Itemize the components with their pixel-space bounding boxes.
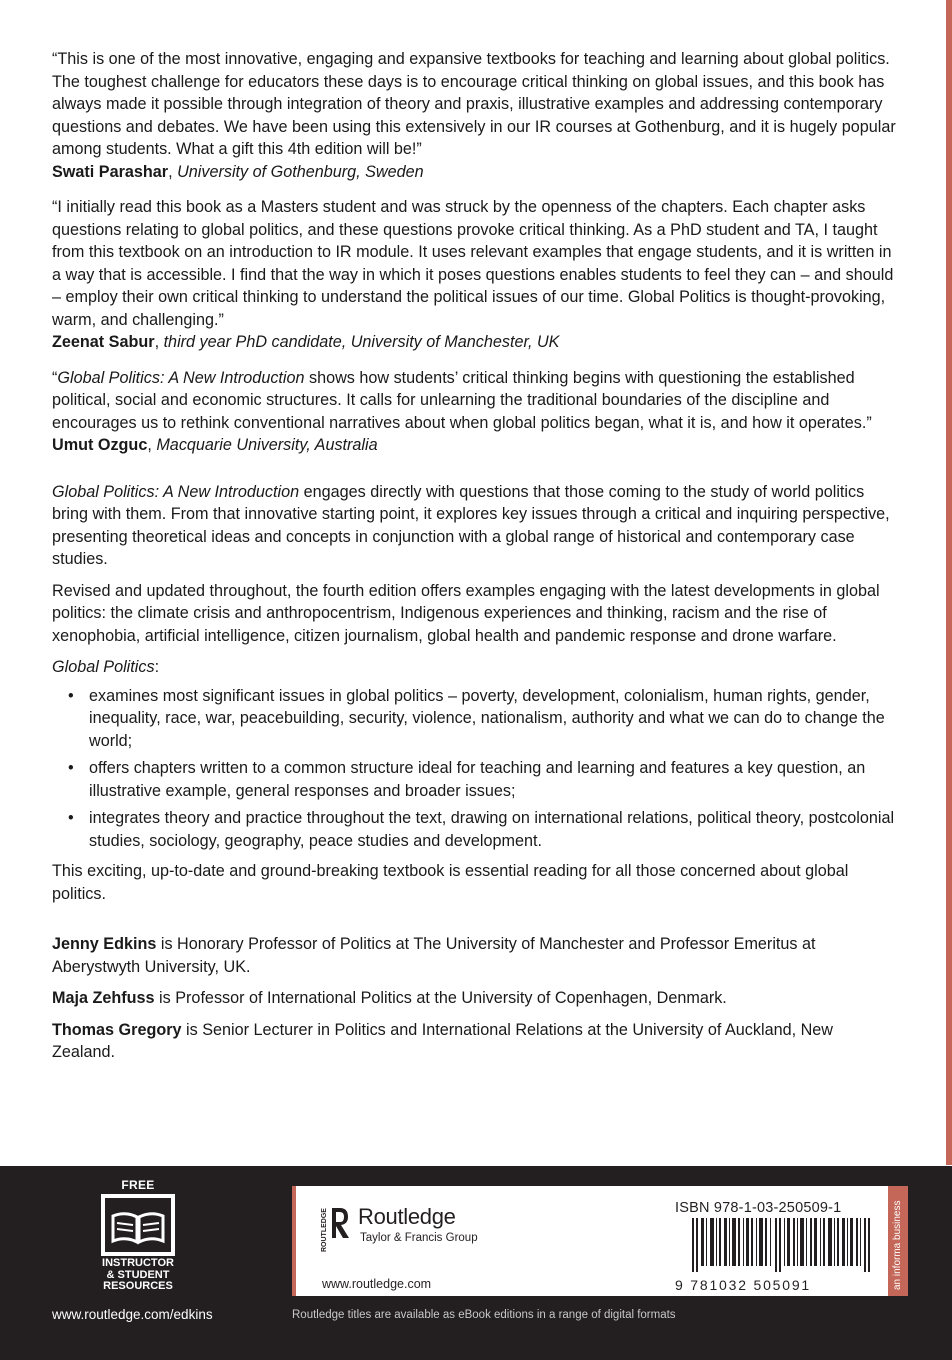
- open-book-icon: [101, 1194, 175, 1256]
- bullet-icon: •: [68, 809, 74, 827]
- publisher-group: Taylor & Francis Group: [360, 1232, 478, 1244]
- endorser-name: Zeenat Sabur: [52, 333, 155, 351]
- quote-attribution: Swati Parashar, University of Gothenburg, Sweden: [52, 162, 424, 181]
- endorser-affiliation: Macquarie University, Australia: [156, 436, 378, 454]
- author-bio: Maja Zehfuss is Professor of International Politics at the University of Copenhagen, Denmark.: [52, 989, 727, 1007]
- quote-open-mark: “: [52, 368, 58, 387]
- author-name: Jenny Edkins: [52, 935, 157, 953]
- book-title-italic: Global Politics: A New Introduction: [52, 482, 300, 501]
- publisher-name: Routledge: [358, 1204, 456, 1229]
- endorser-name: Umut Ozguc: [52, 436, 148, 454]
- cover-footer: [0, 1166, 952, 1360]
- book-title-italic: Global Politics: A New Introduction: [57, 368, 305, 387]
- routledge-logo-icon: [320, 1204, 350, 1254]
- informa-label: an informa business: [892, 1200, 903, 1290]
- list-lead-title: Global Politics: [52, 658, 155, 676]
- author-bio: Thomas Gregory is Senior Lecturer in Politics and International Relations at the University of Auckland, New Zealand.: [52, 1020, 833, 1061]
- endorsement-1: [52, 48, 897, 183]
- author-bios: [52, 933, 897, 1064]
- list-item: • integrates theory and practice throughout the text, drawing on international relations, political theory, postcolonial studies, sociology, geography, peace studies and development.: [68, 809, 895, 850]
- informa-strip: [888, 1186, 908, 1296]
- quote-body: shows how students’ critical thinking begins with questioning the established political, social and economic structures. It calls for unlearning the traditional boundaries of the discipline and encourages us to rethink conventional narratives about when global politics began, what it is, and how it operates.”: [52, 368, 872, 432]
- accent-edge-bar: [946, 0, 952, 1165]
- quote-text: [52, 367, 897, 435]
- list-item: • examines most significant issues in global politics – poverty, development, colonialism, human rights, gender, inequality, race, war, peacebuilding, security, violence, nationalism, authority and what we can do to change the world;: [68, 686, 885, 750]
- bullet-icon: •: [68, 686, 74, 705]
- description-closing: This exciting, up-to-date and ground-breaking textbook is essential reading for all those concerned about global politics.: [52, 862, 849, 903]
- description-revised: Revised and updated throughout, the fourth edition offers examples engaging with the latest developments in global politics: the climate crisis and anthropocentrism, Indigenous experiences and thinking, racism and the rise of xenophobia, artificial intelligence, citizen journalism, global health and pandemic response and drone warfare.: [52, 581, 880, 645]
- quote-text: “I initially read this book as a Masters student and was struck by the openness of the chapters. Each chapter asks questions relating to global politics, and these questions provoke critical thinking. As a PhD student and TA, I taught from this textbook on an introduction to IR module. It uses relevant examples that engage students, and it is written in a way that is accessible. I find that the way in which it poses questions enables students to feel they can – and should – employ their own critical thinking to understand the political issues of our time. Global Politics is thought-provoking, warm, and challenging.”: [52, 198, 894, 329]
- list-lead: Global Politics:: [52, 658, 160, 676]
- publisher-mark-text: ROUTLEDGE: [321, 1208, 328, 1252]
- quote-attribution: Zeenat Sabur, third year PhD candidate, University of Manchester, UK: [52, 333, 560, 351]
- publisher-url-link[interactable]: www.routledge.com: [322, 1277, 432, 1291]
- isbn-number: ISBN 978-1-03-250509-1: [675, 1200, 842, 1216]
- endorsement-3: [52, 367, 897, 457]
- free-label: FREE: [121, 1178, 155, 1192]
- endorsement-2: [52, 196, 897, 354]
- description-intro: [52, 481, 897, 571]
- panel-accent-rule: [292, 1186, 296, 1296]
- barcode-digits: 9 781032 505091: [675, 1277, 811, 1293]
- back-cover-text: [52, 48, 897, 1073]
- quote-text: “This is one of the most innovative, engaging and expansive textbooks for teaching and learning about global politics. The toughest challenge for educators these days is to encourage critical thinking on global issues, and this book has always made it possible through integration of theory and praxis, illustrative examples and addressing contemporary questions and debates. We have been using this extensively in our IR courses at Gothenburg, and it is hugely popular among students. What a gift this 4th edition will be!”: [52, 50, 896, 158]
- barcode-icon: [692, 1218, 870, 1272]
- feature-list: [52, 685, 897, 853]
- resources-label: INSTRUCTOR & STUDENT RESOURCES: [102, 1257, 174, 1292]
- bullet-icon: •: [68, 759, 74, 777]
- endorser-affiliation: third year PhD candidate, University of Manchester, UK: [163, 333, 560, 351]
- resources-url-link[interactable]: www.routledge.com/edkins: [52, 1307, 213, 1322]
- intro-text: engages directly with questions that those coming to the study of world politics bring with them. From that innovative starting point, it explores key issues through a critical and inquiring perspective, presenting theoretical ideas and concepts in conjunction with a global range of historical and contemporary case studies.: [52, 482, 890, 568]
- author-name: Maja Zehfuss: [52, 989, 155, 1007]
- author-name: Thomas Gregory: [52, 1020, 182, 1039]
- ebook-note: Routledge titles are available as eBook editions in a range of digital formats: [292, 1309, 676, 1321]
- endorser-affiliation: University of Gothenburg, Sweden: [177, 162, 424, 181]
- free-resources-badge: [90, 1178, 186, 1293]
- book-description: [52, 481, 897, 906]
- endorser-name: Swati Parashar: [52, 162, 169, 181]
- publisher-panel: [292, 1186, 888, 1296]
- list-item: • offers chapters written to a common structure ideal for teaching and learning and features a key question, an illustrative example, general responses and broader issues;: [68, 759, 866, 800]
- author-bio: Jenny Edkins is Honorary Professor of Politics at The University of Manchester and Professor Emeritus at Aberystwyth University, UK.: [52, 935, 816, 976]
- quote-attribution: Umut Ozguc, Macquarie University, Australia: [52, 436, 378, 454]
